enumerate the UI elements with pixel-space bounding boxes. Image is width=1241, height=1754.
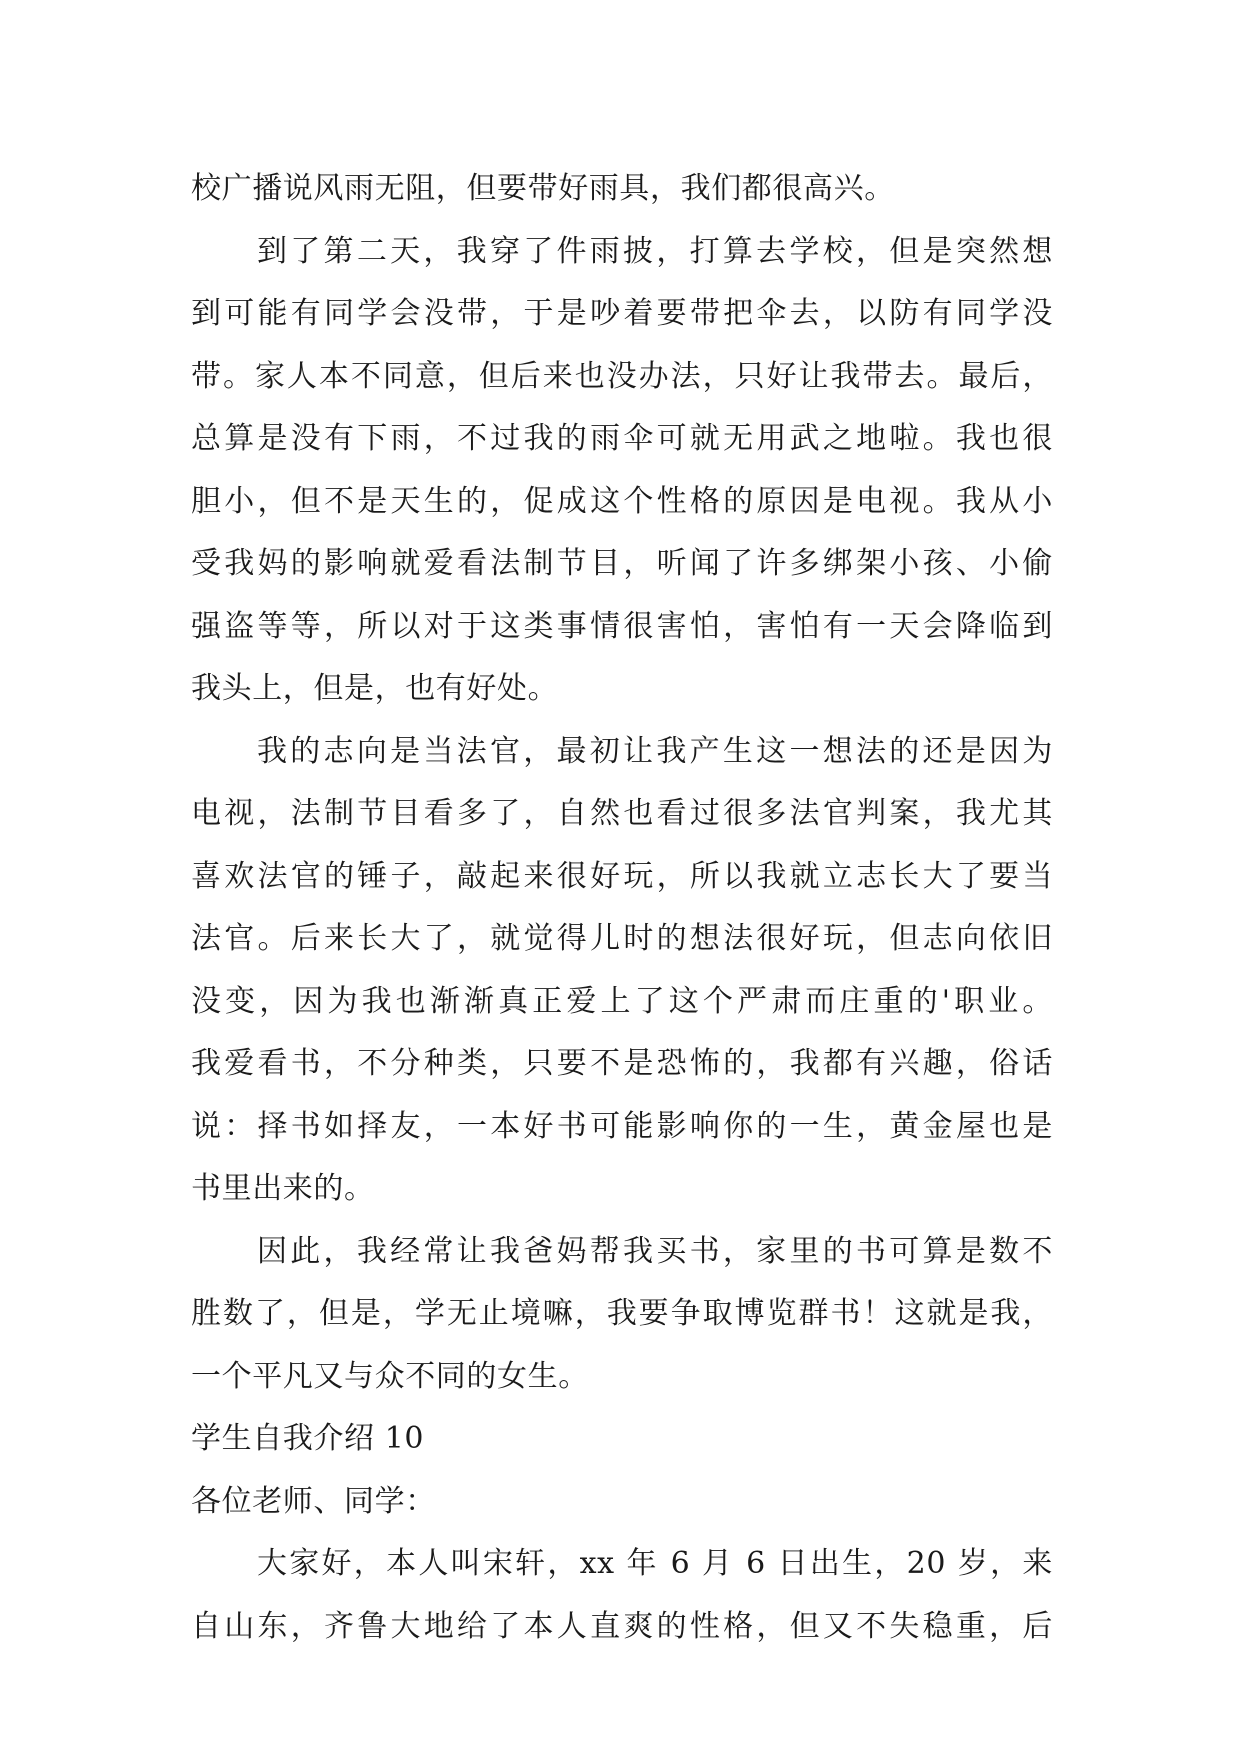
text-line: 学生自我介绍 10 xyxy=(191,1421,425,1456)
text-line: 胜数了，但是，学无止境嘛，我要争取博览群书！这就是我， xyxy=(191,1296,1053,1331)
text-line: 各位老师、同学： xyxy=(191,1483,436,1519)
text-line: 说：择书如择友，一本好书可能影响你的一生，黄金屋也是 xyxy=(191,1108,1053,1144)
text-line: 到了第二天，我穿了件雨披，打算去学校，但是突然想 xyxy=(257,233,1053,269)
text-line: 喜欢法官的锤子，敲起来很好玩，所以我就立志长大了要当 xyxy=(191,858,1053,894)
text-line: 校广播说风雨无阻，但要带好雨具，我们都很高兴。 xyxy=(191,171,895,206)
text-line: 受我妈的影响就爱看法制节目，听闻了许多绑架小孩、小偷 xyxy=(191,546,1053,581)
text-line: 法官。后来长大了，就觉得儿时的想法很好玩，但志向依旧 xyxy=(191,921,1053,956)
document-body xyxy=(191,158,1053,1658)
text-line: 胆小，但不是天生的，促成这个性格的原因是电视。我从小 xyxy=(191,483,1053,519)
text-line: 书里出来的。 xyxy=(191,1171,375,1206)
text-line: 到可能有同学会没带，于是吵着要带把伞去，以防有同学没 xyxy=(191,296,1053,331)
text-line: 大家好，本人叫宋轩，xx 年 6 月 6 日出生，20 岁，来 xyxy=(257,1546,1053,1581)
text-line: 强盗等等，所以对于这类事情很害怕，害怕有一天会降临到 xyxy=(191,608,1053,644)
text-line: 我的志向是当法官，最初让我产生这一想法的还是因为 xyxy=(257,733,1053,769)
text-line: 一个平凡又与众不同的女生。 xyxy=(191,1358,589,1394)
text-line: 自山东，齐鲁大地给了本人直爽的性格，但又不失稳重，后 xyxy=(191,1608,1053,1644)
text-line: 因此，我经常让我爸妈帮我买书，家里的书可算是数不 xyxy=(257,1233,1053,1269)
text-line: 我头上，但是，也有好处。 xyxy=(191,671,559,706)
text-line: 总算是没有下雨，不过我的雨伞可就无用武之地啦。我也很 xyxy=(191,421,1053,456)
text-line: 电视，法制节目看多了，自然也看过很多法官判案，我尤其 xyxy=(191,796,1053,831)
text-line: 我爱看书，不分种类，只要不是恐怖的，我都有兴趣，俗话 xyxy=(191,1046,1053,1081)
text-line: 没变，因为我也渐渐真正爱上了这个严肃而庄重的'职业。 xyxy=(191,983,1053,1019)
text-line: 带。家人本不同意，但后来也没办法，只好让我带去。最后， xyxy=(191,358,1053,394)
